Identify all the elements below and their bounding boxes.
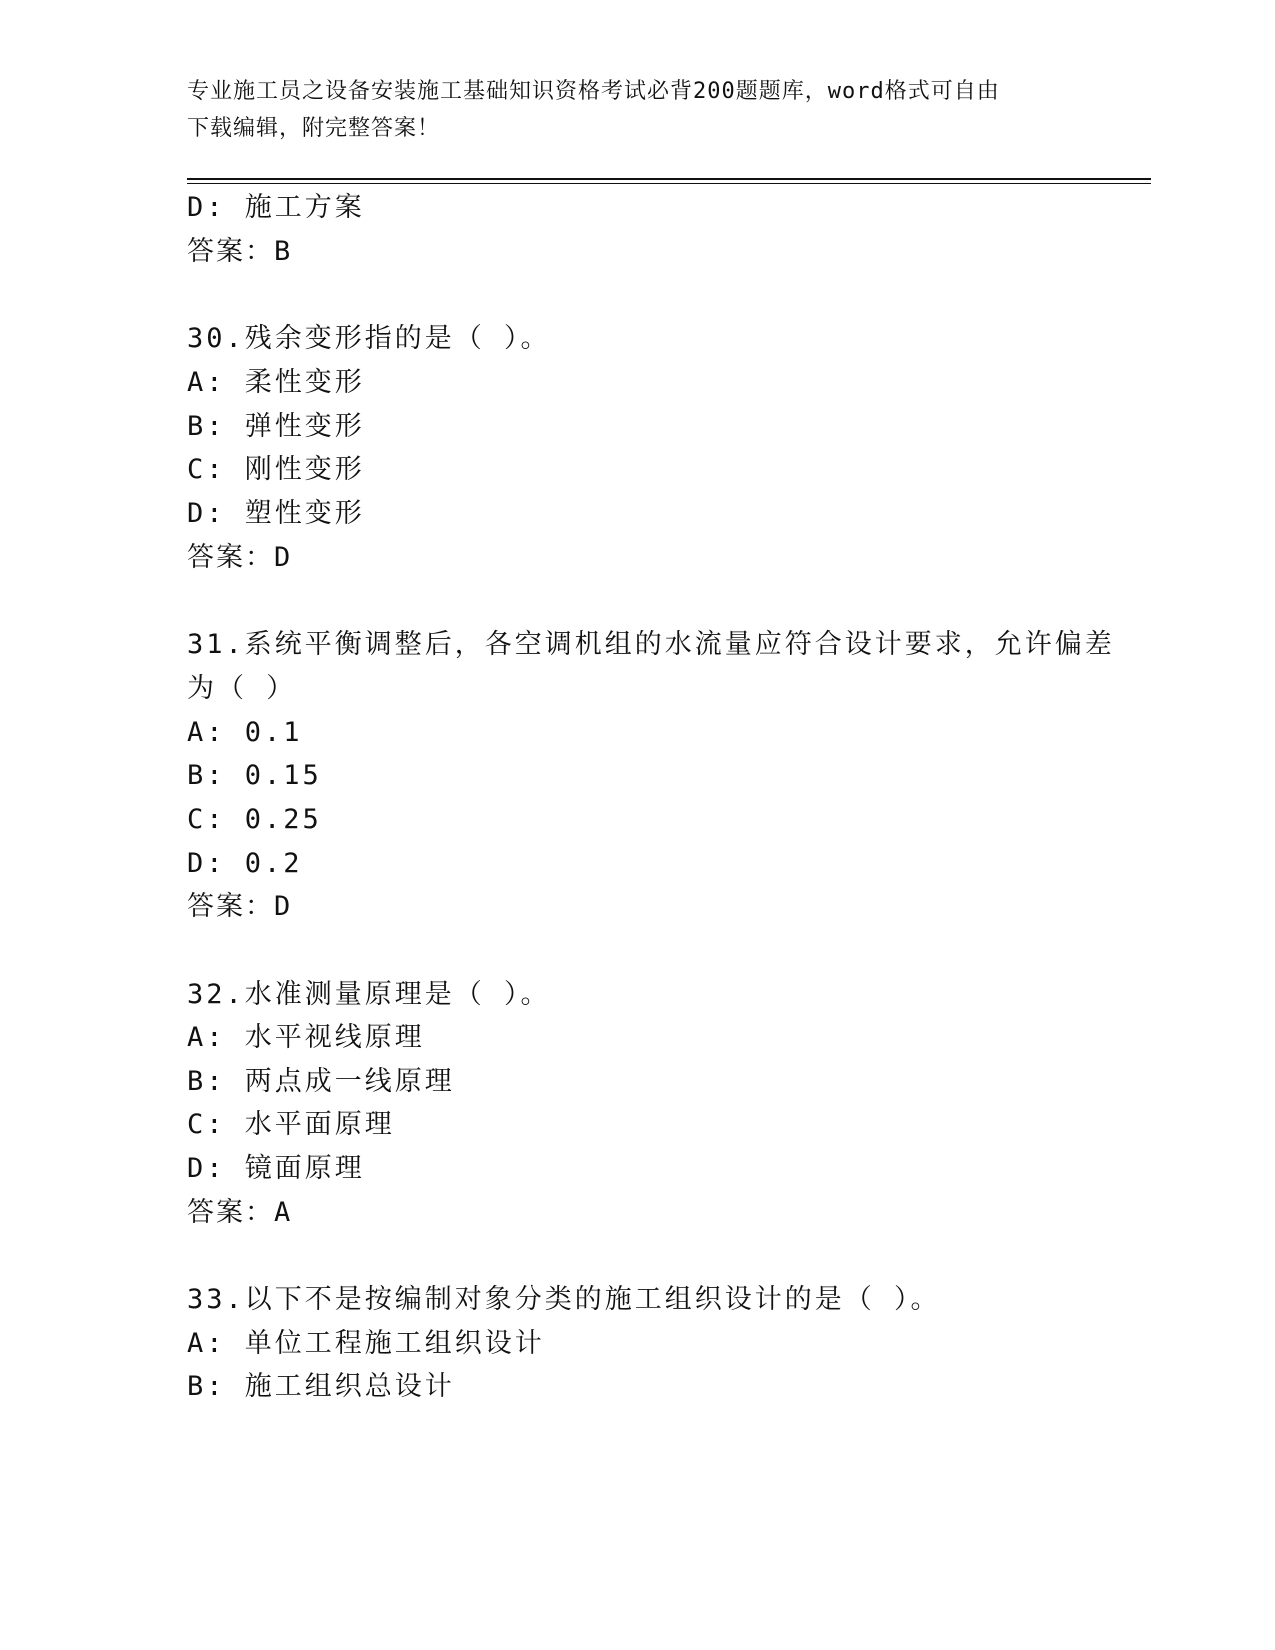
header-rule-thick bbox=[187, 178, 1151, 180]
prev-option-d: D: 施工方案 bbox=[187, 192, 365, 223]
q30-answer: 答案：D bbox=[187, 542, 293, 573]
q30-option-d: D: 塑性变形 bbox=[187, 498, 365, 529]
q30-option-a: A: 柔性变形 bbox=[187, 367, 365, 398]
header-rule-thin bbox=[187, 183, 1151, 184]
header-line-1: 专业施工员之设备安装施工基础知识资格考试必背200题题库，word格式可自由 bbox=[187, 79, 1000, 104]
q32-answer: 答案：A bbox=[187, 1197, 293, 1228]
q31-option-b: B: 0.15 bbox=[187, 760, 322, 791]
q32-option-a: A: 水平视线原理 bbox=[187, 1022, 425, 1053]
q33-stem: 33.以下不是按编制对象分类的施工组织设计的是（ ）。 bbox=[187, 1284, 941, 1315]
header-line-2: 下载编辑，附完整答案！ bbox=[187, 116, 441, 141]
q30-stem: 30.残余变形指的是（ ）。 bbox=[187, 323, 551, 354]
q33-option-b: B: 施工组织总设计 bbox=[187, 1371, 455, 1402]
q32-stem: 32.水准测量原理是（ ）。 bbox=[187, 979, 551, 1010]
q33-option-a: A: 单位工程施工组织设计 bbox=[187, 1328, 545, 1359]
q31-stem-line-1: 31.系统平衡调整后，各空调机组的水流量应符合设计要求，允许偏差 bbox=[187, 629, 1115, 660]
q31-option-a: A: 0.1 bbox=[187, 717, 303, 748]
q32-option-d: D: 镜面原理 bbox=[187, 1153, 365, 1184]
prev-answer: 答案：B bbox=[187, 236, 293, 267]
q32-option-c: C: 水平面原理 bbox=[187, 1109, 395, 1140]
q31-stem-line-2: 为（ ） bbox=[187, 673, 297, 704]
q31-option-d: D: 0.2 bbox=[187, 848, 303, 879]
q31-answer: 答案：D bbox=[187, 891, 293, 922]
document-header bbox=[187, 73, 1067, 147]
q32-option-b: B: 两点成一线原理 bbox=[187, 1066, 455, 1097]
q30-option-c: C: 刚性变形 bbox=[187, 454, 365, 485]
q31-option-c: C: 0.25 bbox=[187, 804, 322, 835]
q30-option-b: B: 弹性变形 bbox=[187, 411, 365, 442]
